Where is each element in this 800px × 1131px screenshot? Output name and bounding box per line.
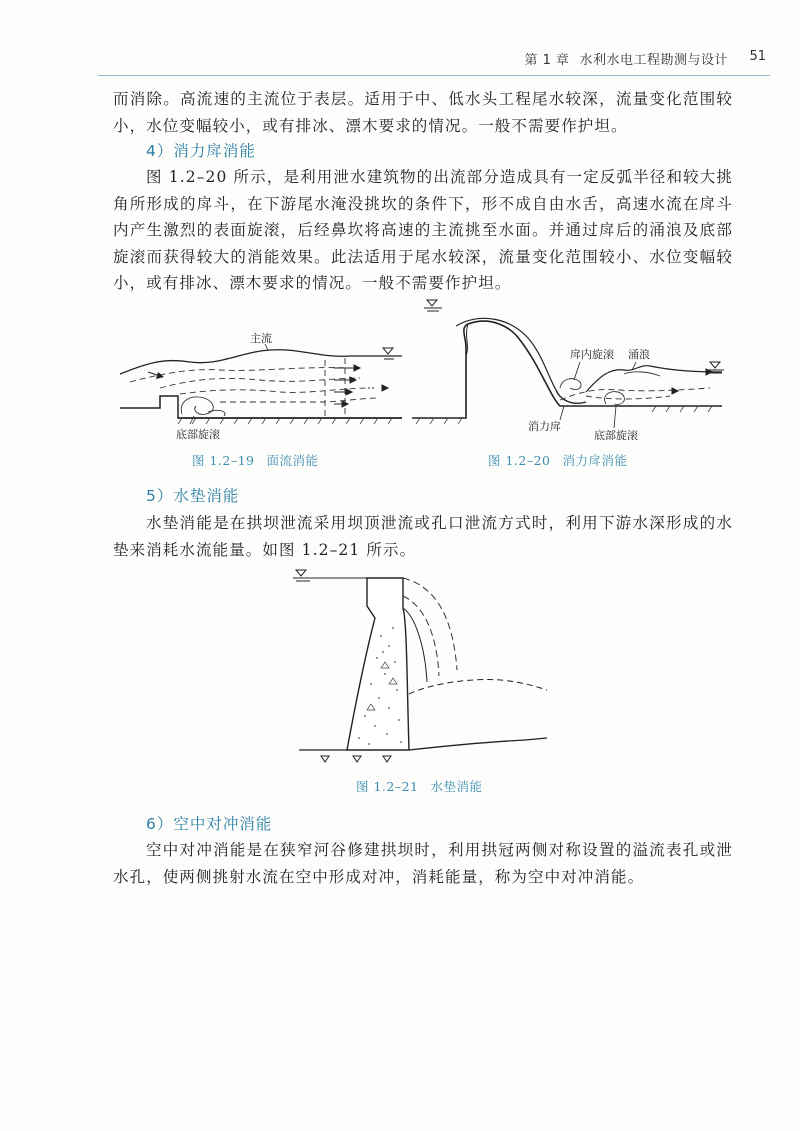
figure-title-20: 消力戽消能 — [562, 453, 628, 468]
label-surge: 涌浪 — [628, 348, 650, 361]
paragraph-water-cushion: 水垫消能是在拱坝泄流采用坝顶泄流或孔口泄流方式时，利用下游水深形成的水垫来消耗水流能量。如图 1.2–21 所示。 — [113, 514, 733, 559]
figure-number-21: 图 1.2–21 — [356, 779, 419, 794]
section-heading-5: 5）水垫消能 — [146, 487, 240, 505]
label-bucket-roller: 戽内旋滚 — [570, 348, 614, 361]
figure-title-21: 水垫消能 — [430, 779, 483, 794]
label-bottom-roller-20: 底部旋滚 — [594, 429, 638, 442]
label-main-flow: 主流 — [250, 332, 272, 345]
figure-caption-21 — [356, 777, 483, 795]
label-bottom-roller-19: 底部旋滚 — [176, 428, 220, 441]
paragraph-mid-air-collision: 空中对冲消能是在狭窄河谷修建拱坝时，利用拱冠两侧对称设置的溢流表孔或泄水孔，使两侧挑射水流在空中形成对冲，消耗能量，称为空中对冲消能。 — [113, 841, 733, 886]
paragraph-bucket-energy: 图 1.2–20 所示，是利用泄水建筑物的出流部分造成具有一定反弧半径和较大挑角所形成的戽斗，在下游尾水淹没挑坎的条件下，形不成自由水舌，高速水流在戽斗内产生激烈的表面旋滚，后经鼻坎将高速的主流挑至水面。并通过戽后的涌浪及底部旋滚而获得较大的消能效果。此法适用于尾水较深，流量变化范围较小、水位变幅较小，或有排冰、漂木要求的情况。一般不需要作护坦。 — [113, 168, 733, 292]
chapter-title: 水利水电工程勘测与设计 — [579, 53, 728, 68]
label-stilling-bucket: 消力戽 — [528, 420, 561, 433]
figure-bucket-diagram — [410, 296, 730, 446]
figure-surface-flow-diagram — [120, 322, 402, 444]
chapter-label: 第 1 章 — [524, 53, 570, 68]
header-rule — [98, 75, 770, 76]
figure-number-20: 图 1.2–20 — [488, 453, 551, 468]
section-heading-4: 4）消力戽消能 — [146, 142, 256, 160]
paragraph-continuation: 而消除。高流速的主流位于表层。适用于中、低水头工程尾水较深，流量变化范围较小，水位变幅较小，或有排冰、漂木要求的情况。一般不需要作护坦。 — [113, 90, 733, 135]
figure-caption-20 — [488, 451, 628, 469]
figure-water-cushion-diagram — [285, 566, 555, 770]
figure-number-19: 图 1.2–19 — [192, 453, 255, 468]
figure-caption-19 — [192, 451, 319, 469]
figure-title-19: 面流消能 — [266, 453, 319, 468]
running-header — [514, 49, 728, 68]
section-heading-6: 6）空中对冲消能 — [146, 815, 273, 833]
page-number: 51 — [749, 49, 766, 64]
